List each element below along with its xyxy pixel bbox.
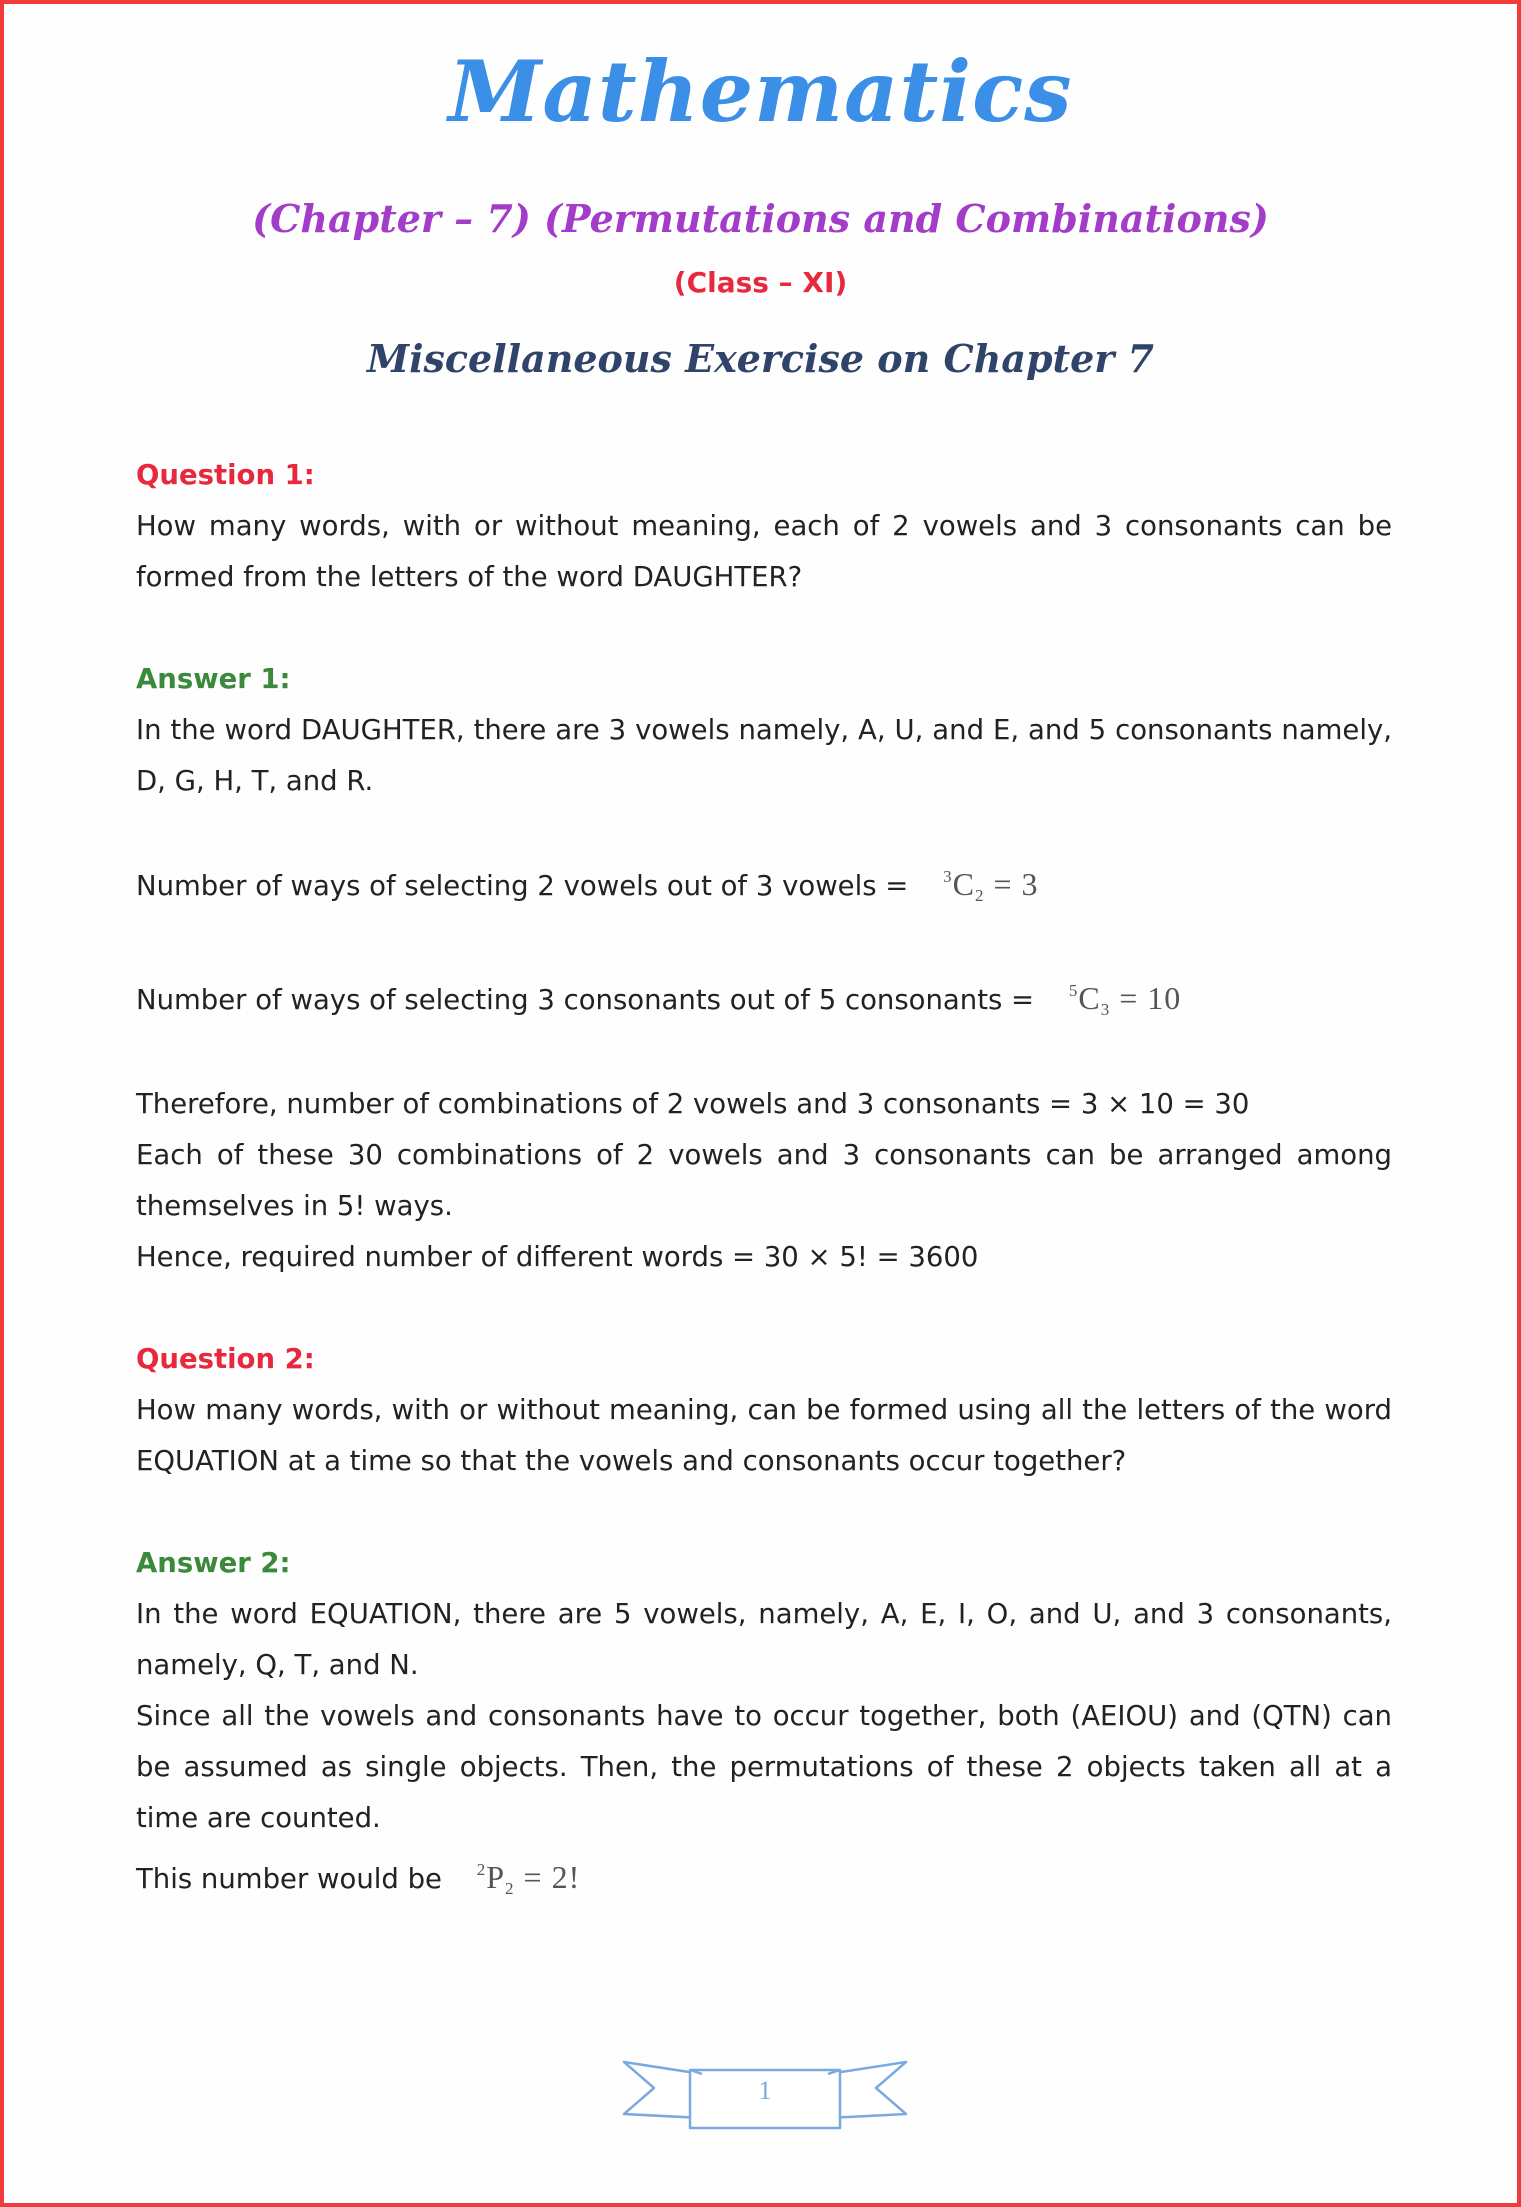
answer-2-paragraph-1: In the word EQUATION, there are 5 vowels, namely, A, E, I, O, and U, and 3 consonants, namely, Q, T, and N.	[136, 1598, 1392, 1681]
answer-1-vowel-selection	[136, 851, 1392, 921]
question-2-text: How many words, with or without meaning, can be formed using all the letters of the word EQUATION at a time so that the vowels and consonants occur together?	[136, 1394, 1392, 1477]
answer-2-label: Answer 2:	[136, 1547, 291, 1579]
page-number-ribbon	[620, 2056, 910, 2136]
answer-2-paragraph-3-text: This number would be	[136, 1863, 442, 1895]
question-1-label: Question 1:	[136, 459, 315, 491]
formula-3c2: $^3C_2 = 3$	[943, 866, 1039, 905]
answer-1-paragraph-1: In the word DAUGHTER, there are 3 vowels namely, A, U, and E, and 5 consonants namely, D, G, H, T, and R.	[136, 714, 1392, 797]
document-body	[136, 450, 1392, 1914]
chapter-heading: (Chapter – 7) (Permutations and Combinations)	[252, 196, 1269, 241]
page-number: 1	[758, 2076, 772, 2105]
answer-1-paragraph-6: Hence, required number of different words = 30 × 5! = 3600	[136, 1241, 979, 1273]
answer-1-consonant-selection-text: Number of ways of selecting 3 consonants out of 5 consonants =	[136, 984, 1035, 1016]
page-title: Mathematics	[448, 42, 1073, 141]
answer-2-paragraph-3	[136, 1844, 1392, 1914]
question-1-text: How many words, with or without meaning, each of 2 vowels and 3 consonants can be formed from the letters of the word DAUGHTER?	[136, 510, 1392, 593]
answer-1-vowel-selection-text: Number of ways of selecting 2 vowels out of 3 vowels =	[136, 870, 909, 902]
formula-2p2: $^2P_2 = 2$!	[476, 1859, 581, 1898]
class-label: (Class – XI)	[673, 266, 848, 299]
question-2-label: Question 2:	[136, 1343, 315, 1375]
answer-1-label: Answer 1:	[136, 663, 291, 695]
answer-2-paragraph-2: Since all the vowels and consonants have to occur together, both (AEIOU) and (QTN) can be assumed as single objects. Then, the permutations of these 2 objects taken all at a time are counted.	[136, 1700, 1392, 1834]
exercise-heading: Miscellaneous Exercise on Chapter 7	[367, 336, 1154, 381]
answer-1-consonant-selection	[136, 965, 1392, 1035]
formula-5c3: $^5C_3 = 10$	[1068, 980, 1182, 1019]
answer-1-paragraph-5: Each of these 30 combinations of 2 vowels and 3 consonants can be arranged among themselves in 5! ways.	[136, 1139, 1392, 1222]
answer-1-paragraph-4: Therefore, number of combinations of 2 vowels and 3 consonants = 3 × 10 = 30	[136, 1088, 1250, 1120]
